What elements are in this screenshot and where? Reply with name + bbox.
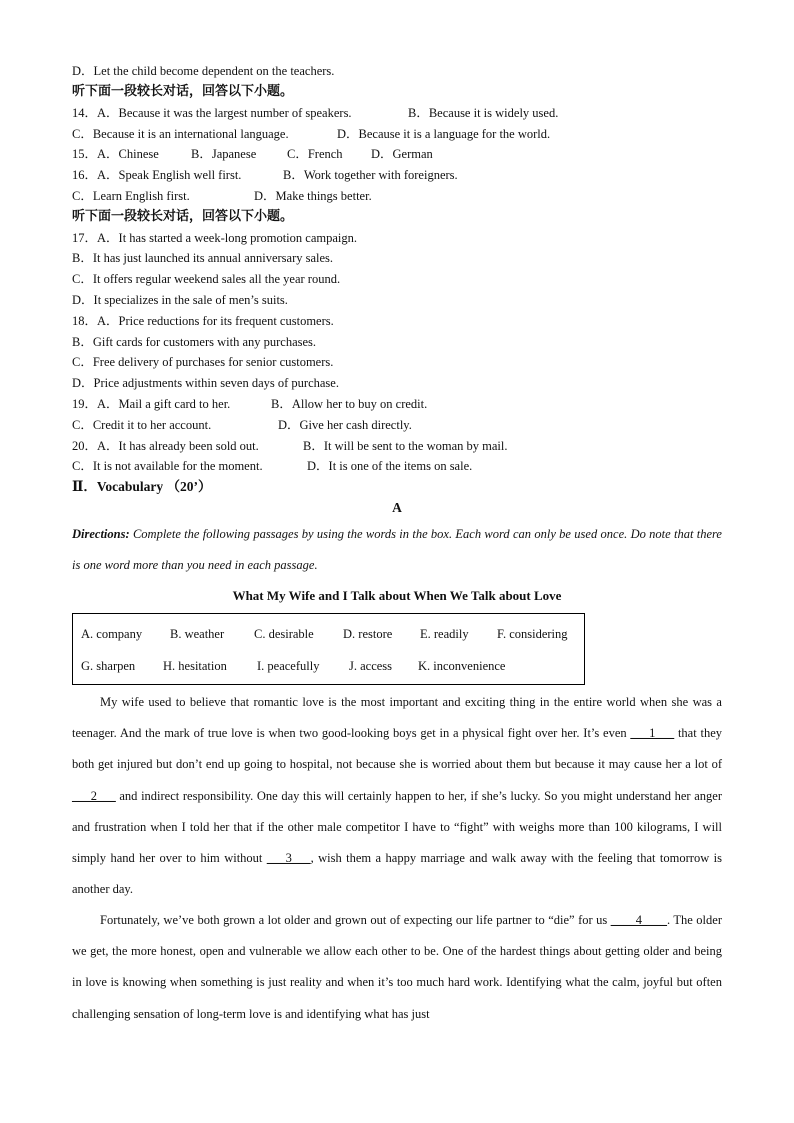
section-title: Ⅱ．Vocabulary （20’） [72, 479, 212, 494]
q16-option-b: B．Work together with foreigners. [283, 168, 458, 182]
q17-option-c: C．It offers regular weekend sales all the year round. [72, 272, 341, 286]
listening-instruction-2: 听下面一段较长对话，回答以下小题。 [72, 209, 294, 224]
word-option-a: A. company [81, 627, 143, 641]
word-option-c: C. desirable [254, 627, 314, 641]
q20-option-a: 20．A．It has already been sold out. [72, 439, 259, 453]
q19-option-a: 19．A．Mail a gift card to her. [72, 397, 231, 411]
blank-2: ___2___ [72, 788, 116, 803]
word-option-d: D. restore [343, 627, 393, 641]
q17-option-b: B．It has just launched its annual anniversary sales. [72, 251, 334, 265]
word-option-i: I. peacefully [257, 659, 320, 673]
q15-option-b: B．Japanese [191, 147, 257, 161]
q20-option-d: D．It is one of the items on sale. [307, 459, 473, 473]
blank-3: ___3___ [266, 851, 311, 866]
p1-text-2: that they both get injured but don’t end up going to hospital, not because she is worried about them but because it may cause her a lot of [72, 726, 722, 772]
p1-text-1: My wife used to believe that romantic love is the most important and exciting thing in the entire world when she was a teenager. And the mark of true love is when two good-looking boys get in a physical fight over her. It’s even [72, 695, 722, 741]
q17-option-a: 17．A．It has started a week-long promotion campaign. [72, 231, 357, 245]
word-option-j: J. access [349, 659, 393, 673]
word-option-f: F. considering [497, 627, 568, 641]
word-option-b: B. weather [170, 627, 225, 641]
word-box [72, 613, 585, 685]
q19-option-c: C．Credit it to her account. [72, 418, 212, 432]
q19-option-b: B．Allow her to buy on credit. [271, 397, 428, 411]
q14-option-c: C．Because it is an international language. [72, 127, 289, 141]
listening-instruction-1: 听下面一段较长对话，回答以下小题。 [72, 84, 294, 99]
q16-option-c: C．Learn English first. [72, 189, 190, 203]
q16-option-a: 16．A．Speak English well first. [72, 168, 242, 182]
directions-label: Directions: [72, 527, 130, 541]
q14-option-d: D．Because it is a language for the world. [337, 127, 551, 141]
word-option-e: E. readily [420, 627, 469, 641]
p1-text-4: , wish them a happy marriage and walk away with the feeling that tomorrow is another day. [72, 851, 722, 897]
word-option-g: G. sharpen [81, 659, 136, 673]
q17-option-d: D．It specializes in the sale of men’s suits. [72, 293, 288, 307]
q15-option-c: C．French [287, 147, 343, 161]
q18-option-c: C．Free delivery of purchases for senior customers. [72, 355, 334, 369]
q18-option-d: D．Price adjustments within seven days of purchase. [72, 376, 339, 390]
blank-1: ___1___ [630, 726, 675, 741]
q14-option-a: 14．A．Because it was the largest number of speakers. [72, 106, 352, 120]
p2-text-2: . The older we get, the more honest, open and vulnerable we allow each other to be. One of the hardest things about getting older and being in love is knowing when something is just reality and when it’s too much hard work. Identifying what the calm, joyful but often challenging sensation of long-term love is and identifying what has just [72, 913, 722, 1021]
q15-option-d: D．German [371, 147, 433, 161]
directions-text: Complete the following passages by using the words in the box. Each word can only be used once. Do note that there is one word more than you need in each passage. [72, 527, 722, 572]
p2-text-1: Fortunately, we’ve both grown a lot older and grown out of expecting our life partner to “die” for us [100, 913, 611, 927]
part-letter: A [392, 500, 402, 515]
q16-option-d: D．Make things better. [254, 189, 372, 203]
word-option-k: K. inconvenience [418, 659, 506, 673]
q20-option-c: C．It is not available for the moment. [72, 459, 263, 473]
top-line: D．Let the child become dependent on the teachers. [72, 64, 335, 78]
p1-text-3: and indirect responsibility. One day this will certainly happen to her, if she’s lucky. So you might understand her anger and frustration when I told her that if the other male competitor I have to “fight” with weighs more than 100 kilograms, I will simply hand her over to him without [72, 788, 722, 866]
q14-option-b: B．Because it is widely used. [408, 106, 559, 120]
q15-option-a: 15．A．Chinese [72, 147, 159, 161]
blank-4: ____4____ [610, 913, 667, 927]
q19-option-d: D．Give her cash directly. [278, 418, 412, 432]
word-option-h: H. hesitation [163, 659, 227, 673]
q18-option-b: B．Gift cards for customers with any purchases. [72, 335, 317, 349]
passage-paragraph-1 [72, 687, 722, 905]
directions [72, 519, 722, 581]
q18-option-a: 18．A．Price reductions for its frequent customers. [72, 314, 334, 328]
q20-option-b: B．It will be sent to the woman by mail. [303, 439, 508, 453]
passage-title: What My Wife and I Talk about When We Talk about Love [232, 588, 562, 603]
passage-paragraph-2 [72, 905, 722, 1030]
